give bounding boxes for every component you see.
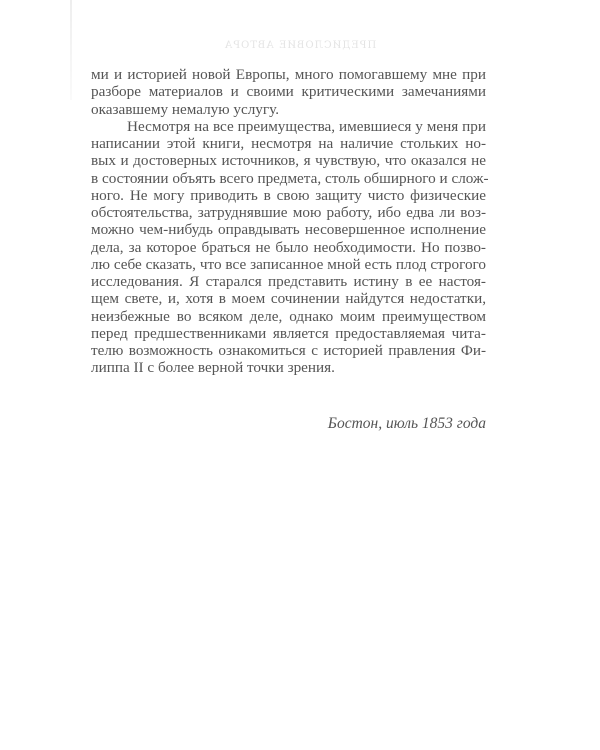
text-line: щем свете, и, хотя в моем сочинении найдутся недостатки, [91,290,486,308]
text-line: вых и достоверных источников, я чувствую, что оказался не [91,152,486,170]
text-line: Несмотря на все преимущества, имевшиеся у меня при [127,117,486,135]
text-line: можно чем-нибудь оправдывать несовершенное исполнение [91,221,486,239]
text-line: разборе материалов и своими критическими замечаниями [91,83,486,101]
text-line: написании этой книги, несмотря на наличие стольких но- [91,135,486,152]
text-line: неизбежные во всяком деле, однако моим преимуществом [91,307,486,325]
paragraph [91,66,486,118]
text-line: исследования. Я старался представить истину в ее настоя- [91,273,486,290]
text-line: липпа II с более верной точки зрения. [91,359,335,377]
text-line: ми и историей новой Европы, много помогавшему мне при [91,66,486,83]
text-line: в состоянии объять всего предмета, столь обширного и слож- [91,169,489,187]
text-line: оказавшему немалую услугу. [91,100,280,118]
signature-place-date: Бостон, июль 1853 года [327,415,486,432]
paragraph [91,117,489,377]
text-line: перед предшественниками является предоставляемая чита- [91,324,486,342]
text-line: лю себе сказать, что все записанное мной есть плод строгого [91,255,486,273]
text-line: ного. Не могу приводить в свою защиту чисто физические [91,186,486,204]
page-body-text [91,66,489,377]
text-line: обстоятельства, затруднявшие мою работу, ибо едва ли воз- [91,204,486,221]
text-line: дела, за которое браться не было необходимости. Но позво- [91,238,486,256]
running-head-bleedthrough: ПРЕДИСЛОВИЕ АВТОРА [223,40,377,51]
text-line: телю возможность ознакомиться с историей правления Фи- [91,342,486,359]
